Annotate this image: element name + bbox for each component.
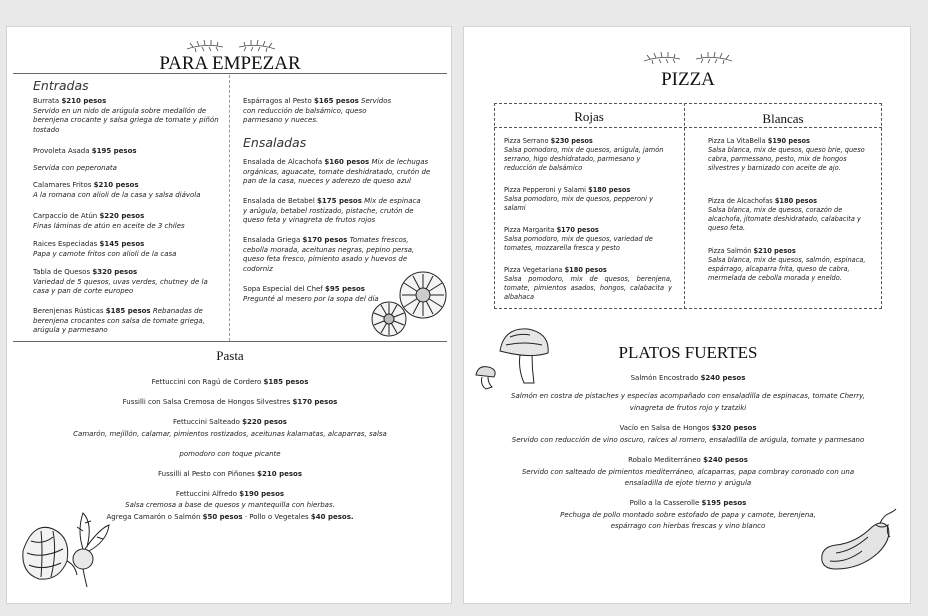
eggplant-illustration-icon: [816, 507, 898, 571]
menu-item-ensalada-griega: Ensalada Griega $170 pesos Tomates frescos, cebolla morada, aceitunas negras, pepino persa, queso feta fresco, pimiento asado y huevos de codorniz: [243, 236, 415, 273]
pizza-alcachofas: Pizza de Alcachofas $180 pesos Salsa blanca, mix de quesos, corazón de alcachofa, jitomate deshidratado, calabacita y queso feta.: [708, 197, 861, 232]
entradas-heading: Entradas: [33, 78, 89, 93]
column-divider: [229, 75, 230, 341]
pizza-pepperoni: Pizza Pepperoni y Salami $180 pesos Salsa pomodoro, mix de quesos, pepperoni y salami: [504, 186, 653, 212]
menu-item-fettuccini-salteado-desc: Camarón, mejillón, calamar, pimientos rostizados, aceitunas kalamatas, alcaparras, salsa: [73, 430, 387, 438]
menu-item-fettuccini-alfredo-desc: Salsa cremosa a base de quesos y mantequilla con hierbas.: [125, 501, 335, 509]
menu-item-provoleta-desc: Servida con peperonata: [33, 164, 117, 172]
pizza-vitabella: Pizza La VitaBella $190 pesos Salsa blanca, mix de quesos, queso brie, queso cabra, parmessano, pesto, mix de hongos silvestres y barnizado con aceite de ajo.: [708, 137, 865, 172]
title-divider: [13, 73, 447, 74]
menu-page-right: [463, 26, 911, 604]
menu-item-fettuccini-ragu: Fettuccini con Ragú de Cordero $185 pesos: [151, 378, 309, 386]
menu-item-burrata: Burrata $210 pesos Servido en un nido de arúgula sobre medallón de berenjena crocante y salsa griega de tomate y piñón tostado: [33, 97, 219, 134]
menu-item-fussilli-pesto: Fussilli al Pesto con Piñones $210 pesos: [158, 470, 302, 478]
menu-item-vacio: Vacío en Salsa de Hongos $320 pesos: [619, 424, 757, 432]
pasta-heading: Pasta: [216, 348, 244, 363]
blancas-heading: Blancas: [762, 111, 804, 126]
menu-item-fettuccini-salteado-desc2: pomodoro con toque picante: [179, 450, 281, 458]
menu-item-calamares: Calamares Fritos $210 pesos A la romana con alioli de la casa y salsa diávola: [33, 181, 201, 199]
menu-item-carpaccio: Carpaccio de Atún $220 pesos Finas láminas de atún en aceite de 3 chiles: [33, 212, 185, 230]
menu-item-provoleta: Provoleta Asada $195 pesos: [33, 147, 137, 155]
menu-item-esparragos: Espárragos al Pesto $165 pesos Servidos con reducción de balsámico, queso parmesano y nueces.: [243, 97, 392, 125]
mushrooms-illustration-icon: [369, 269, 449, 339]
menu-item-pollo-desc: Pechuga de pollo montado sobre estofado de papa y camote, berenjena,: [560, 511, 816, 519]
menu-item-ensalada-alcachofa: Ensalada de Alcachofa $160 pesos Mix de lechugas orgánicas, aguacate, tomate deshidratado, crutón de pan de la casa, nueces y aderezo de queso azul: [243, 158, 431, 186]
menu-item-vacio-desc: Servido con reducción de vino oscuro, raíces al romero, ensaladilla de arúgula, tomate y parmesano: [511, 436, 865, 444]
pasta-divider: [13, 341, 447, 342]
menu-item-fettuccini-alfredo: Fettuccini Alfredo $190 pesos: [175, 490, 285, 498]
menu-item-salmon-desc: Salmón en costra de pistaches y especias acompañado con ensaladilla de espinacas, tomate Cherry,: [511, 392, 865, 400]
menu-item-robalo-desc2: ensaladilla de ejote tierno y arúgula: [624, 479, 752, 487]
pizza-salmon: Pizza Salmón $210 pesos Salsa blanca, mix de quesos, salmón, espinaca, espárrago, alcaparra frita, queso de cabra, mermelada de cebolla morada y eneldo.: [708, 247, 866, 282]
menu-item-salmon-encostrado: Salmón Encostrado $240 pesos: [630, 374, 746, 382]
menu-item-tabla-quesos: Tabla de Quesos $320 pesos Variedad de 5 quesos, uvas verdes, chutney de la casa y pan de corte europeo: [33, 268, 208, 296]
menu-item-fussilli-hongos: Fussilli con Salsa Cremosa de Hongos Silvestres $170 pesos: [122, 398, 338, 406]
section-title-pizza: PIZZA: [661, 69, 715, 90]
menu-item-fettuccini-salteado: Fettuccini Salteado $220 pesos: [173, 418, 287, 426]
menu-item-sopa: Sopa Especial del Chef $95 pesos Pregunté al mesero por la sopa del día: [243, 285, 379, 303]
menu-item-robalo-desc: Servido con salteado de pimientos mediterráneo, alcaparras, papa combray coronado con una: [521, 468, 855, 476]
pizza-margarita: Pizza Margarita $170 pesos Salsa pomodoro, mix de quesos, variedad de tomates, mozzarella fresca y pesto: [504, 226, 653, 252]
artichoke-beet-illustration-icon: [13, 501, 113, 589]
pasta-extras: Agrega Camarón o Salmón $50 pesos · Pollo o Vegetales $40 pesos.: [106, 513, 354, 521]
pizza-serrano: Pizza Serrano $230 pesos Salsa pomodoro, mix de quesos, arúgula, jamón serrano, higo deshidratado, parmesano y reducción de balsámico: [504, 137, 664, 172]
menu-item-berenjenas: Berenjenas Rústicas $185 pesos Rebanadas de berenjena crocantes con salsa de tomate griega, arúgula y parmesano: [33, 307, 205, 335]
menu-item-robalo: Robalo Mediterráneo $240 pesos: [628, 456, 748, 464]
pizza-column-divider: [684, 103, 685, 309]
menu-page-left: [6, 26, 452, 604]
section-title-platos-fuertes: PLATOS FUERTES: [618, 343, 758, 362]
pizza-header-divider: [494, 127, 882, 128]
rojas-heading: Rojas: [574, 109, 604, 124]
pizza-vegetariana: Pizza Vegetariana $180 pesos Salsa pomodoro, mix de quesos, berenjena, tomate, pimientos asados, hongos, calabacita y albahaca: [504, 266, 672, 301]
laurel-ornament-icon: [642, 47, 734, 67]
ensaladas-heading: Ensaladas: [243, 135, 307, 150]
menu-item-pollo: Pollo a la Casserolle $195 pesos: [629, 499, 747, 507]
menu-item-raices: Raices Especiadas $145 pesos Papa y camote fritos con alioli de la casa: [33, 240, 177, 258]
menu-item-salmon-desc2: vinagreta de frutos rojo y tzatziki: [629, 404, 747, 412]
laurel-ornament-icon: [185, 35, 277, 55]
menu-item-pollo-desc2: espárrago con hierbas frescas y vino blanco: [610, 522, 766, 530]
section-title-para-empezar: PARA EMPEZAR: [159, 53, 301, 74]
menu-item-ensalada-betabel: Ensalada de Betabel $175 pesos Mix de espinaca y arúgula, betabel rostizado, pistache, crutón de queso feta y vinagreta de frutos rojos: [243, 197, 421, 225]
